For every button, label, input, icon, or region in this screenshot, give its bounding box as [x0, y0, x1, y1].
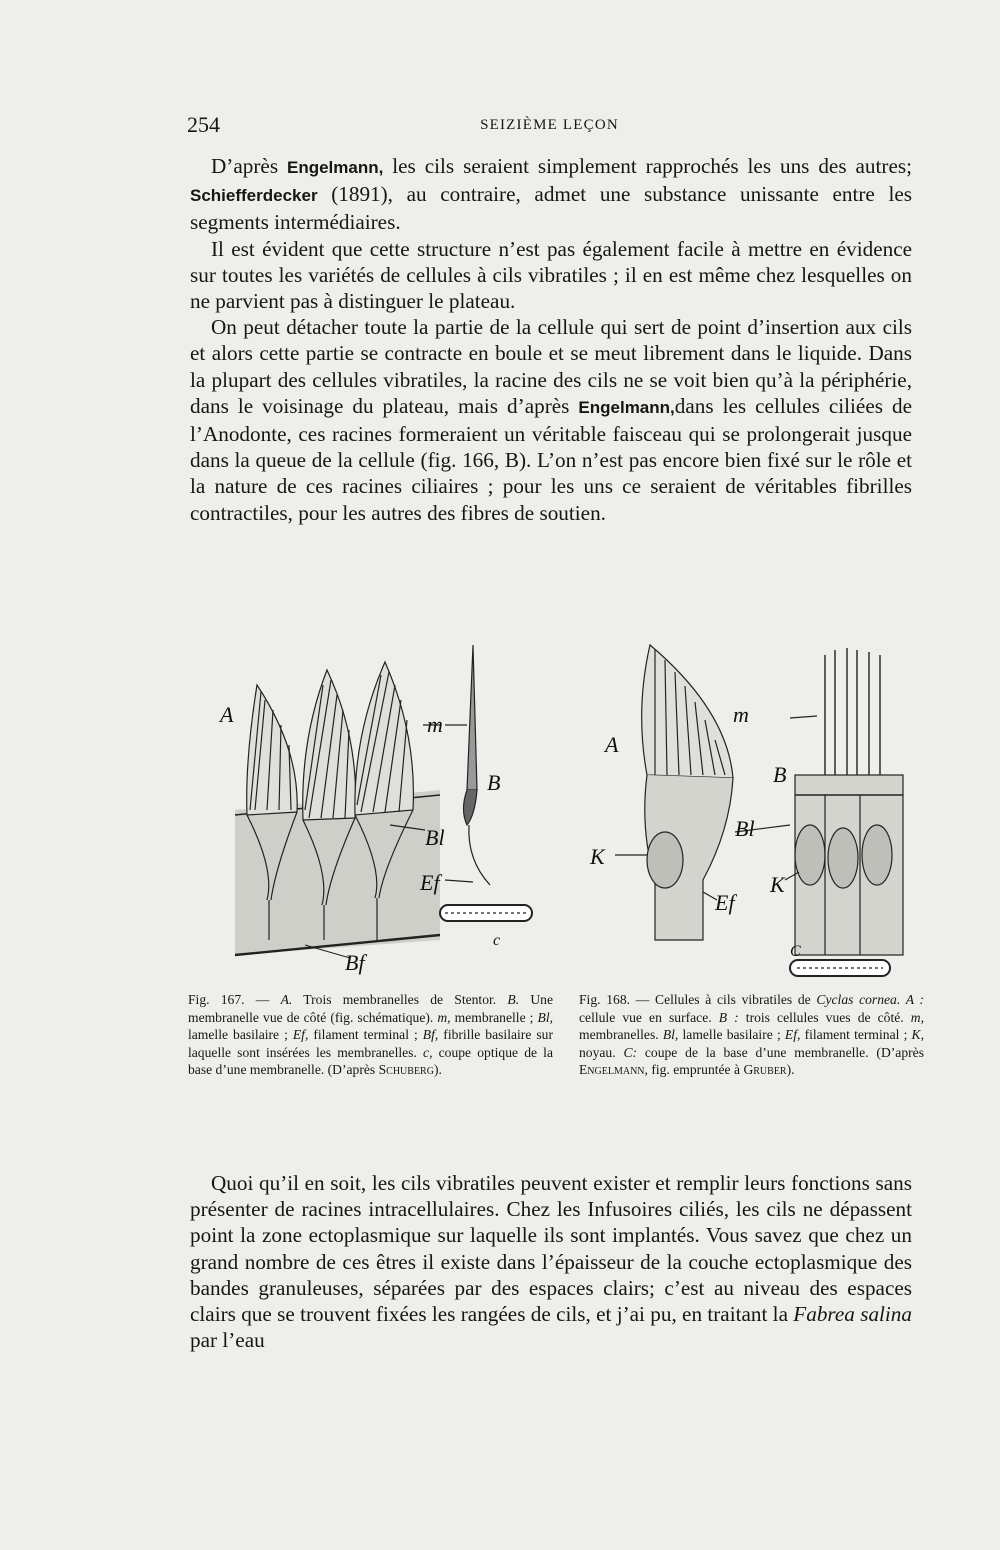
page-number: 254 [187, 112, 220, 137]
fig167-label-m: m [427, 712, 443, 737]
body-text-top [190, 153, 912, 526]
paragraph-3: On peut détacher toute la partie de la cellule qui sert de point d’insertion aux cils et alors cette partie se contracte en boule et se meut librement dans le liquide. Dans la plupart des cellules vibratiles, la racine des cils ne se voit bien qu’à la périphérie, dans le voisinage du plateau, mais d’après Engelmann,dans les cellules ciliées de l’Anodonte, ces racines formeraient un véritable faisceau qui se prolongerait jusque dans la queue de la cellule (fig. 166, B). L’on n’est pas encore bien fixé sur le rôle et la nature de ces racines ciliaires ; pour les uns ce seraient de véritables fibrilles contractiles, pour les autres des fibres de soutien. [190, 315, 912, 525]
page-header [187, 112, 912, 142]
paragraph-4: Quoi qu’il en soit, les cils vibratiles peuvent exister et remplir leurs fonctions sans présenter de racines intracellulaires. Chez les Infusoires ciliés, les cils ne dépassent point la zone ectoplasmique sur laquelle ils sont implantés. Vous savez que chez un grand nombre de ces êtres il existe dans l’épaisseur de la couche ectoplasmique des bandes granuleuses, séparées par des espaces clairs; c’est au niveau des espaces clairs que se trouvent fixées les rangées de cils, et j’ai pu, en traitant la Fabrea salina par l’eau [190, 1171, 912, 1353]
author-schiefferdecker: Schiefferdecker [190, 186, 318, 206]
fig168-label-Bl: Bl [735, 816, 755, 841]
running-head: SEIZIÈME LEÇON [480, 117, 619, 133]
figure-168-drawing [585, 630, 925, 985]
fig168-label-A: A [605, 732, 619, 757]
paragraph-2: Il est évident que cette structure n’est pas également facile à mettre en évidence sur toutes les variétés de cellules à cils vibratiles ; il en est même chez lesquelles on ne parvient pas à distinguer le plateau. [190, 236, 912, 314]
fig168-label-K2: K [770, 872, 785, 897]
fig168-label-B: B [773, 762, 787, 787]
figure-168 [585, 630, 925, 985]
author-engelmann-caption: Engelmann [579, 1062, 645, 1078]
figure-167 [205, 640, 565, 980]
fig167-label-Bf: Bf [345, 950, 365, 975]
fig168-label-K1: K [590, 844, 605, 869]
body-text-bottom [190, 1170, 912, 1353]
fig168-label-m: m [733, 702, 749, 727]
fig167-label-Ef: Ef [420, 870, 440, 895]
author-engelmann-2: Engelmann, [578, 397, 675, 417]
species-fabrea-salina: Fabrea salina [793, 1302, 912, 1327]
cells-side-view [795, 648, 903, 955]
fig168-label-C: C [790, 943, 801, 960]
figure-168-caption: Fig. 168. — Cellules à cils vibratiles de Cyclas cornea. A : cellule vue en surface. B : trois cellules vues de côté. m, membranelles. Bl, lamelle basilaire ; Ef, filament terminal ; K, noyau. C: coupe de la base d’une membranelle. (D’après Engelmann, fig. empruntée à Gruber). [579, 992, 925, 1078]
fig167-label-A: A [220, 702, 234, 727]
fig167-label-B: B [487, 770, 501, 795]
fig167-label-c: c [493, 932, 501, 949]
author-engelmann: Engelmann, [286, 158, 384, 177]
fig168-label-Ef: Ef [715, 890, 735, 915]
paragraph-1: D’après Engelmann, les cils seraient simplement rapprochés les uns des autres; Schiefferdecker (1891), au contraire, admet une substance unissante entre les segments intermédiaires. [190, 154, 912, 235]
author-gruber: Gruber [743, 1062, 787, 1078]
figure-167-caption: Fig. 167. — A. Trois membranelles de Stentor. B. Une membranelle vue de côté (fig. schématique). m, membranelle ; Bl, lamelle basilaire ; Ef, filament terminal ; Bf, fibrille basilaire sur laquelle sont insérées les membranelles. c, coupe optique de la base d’une membranelle. (D’après Schuberg). [188, 992, 553, 1078]
membranelle-side-view [464, 645, 491, 885]
fig167-label-Bl: Bl [425, 825, 445, 850]
figure-167-drawing [205, 640, 565, 980]
author-schuberg: Schuberg [378, 1062, 434, 1078]
